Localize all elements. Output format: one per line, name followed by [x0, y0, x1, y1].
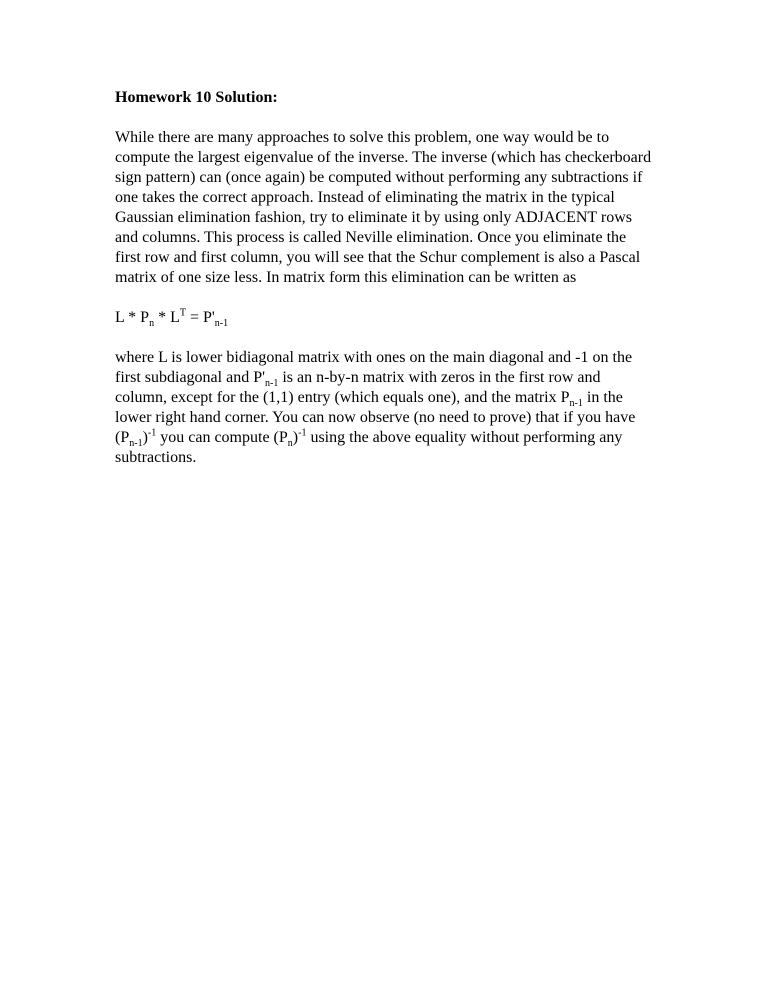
explanation-paragraph [115, 348, 655, 468]
p2-sub-4: n [287, 438, 293, 450]
eq-part-3: = P' [185, 309, 215, 326]
document-page [115, 88, 655, 488]
elimination-equation [115, 308, 655, 328]
p2-text-2: is an n-by-n matrix with zeros in the first row and column, except for the (1,1) entry (which equals one), and the matrix P [115, 369, 601, 406]
intro-paragraph: While there are many approaches to solve this problem, one way would be to compute the largest eigenvalue of the inverse. The inverse (which has checkerboard sign pattern) can (once again) be computed without performing any subtractions if one takes the correct approach. Instead of eliminating the matrix in the typical Gaussian elimination fashion, try to eliminate it by using only ADJACENT rows and columns. This process is called Neville elimination. Once you eliminate the first row and first column, you will see that the Schur complement is also a Pascal matrix of one size less. In matrix form this elimination can be written as [115, 129, 652, 286]
p2-text-1: where L is lower bidiagonal matrix with ones on the main diagonal and -1 on the first subdiagonal and P' [115, 349, 633, 386]
eq-part-1: L * P [115, 309, 150, 326]
p2-sup-2: -1 [298, 427, 307, 439]
p2-text-5: you can compute (P [156, 429, 288, 446]
p2-text-6: ) [292, 429, 299, 446]
p2-text-7: using the above equality without performing any subtractions. [115, 429, 623, 466]
p2-sub-2: n-1 [569, 398, 583, 410]
eq-sub-2: n-1 [214, 318, 229, 330]
p2-text-3: in the lower right hand corner. You can now observe (no need to prove) that if you have (P [115, 389, 636, 446]
p2-text-4: ) [142, 429, 148, 446]
document-title: Homework 10 Solution: [115, 89, 278, 106]
eq-part-2: * L [154, 309, 180, 326]
p2-sup-1: -1 [147, 427, 157, 439]
eq-sub-1: n [149, 318, 155, 330]
eq-sup-1: T [179, 307, 186, 319]
p2-sub-3: n-1 [129, 438, 143, 450]
p2-sub-1: n-1 [264, 378, 279, 390]
